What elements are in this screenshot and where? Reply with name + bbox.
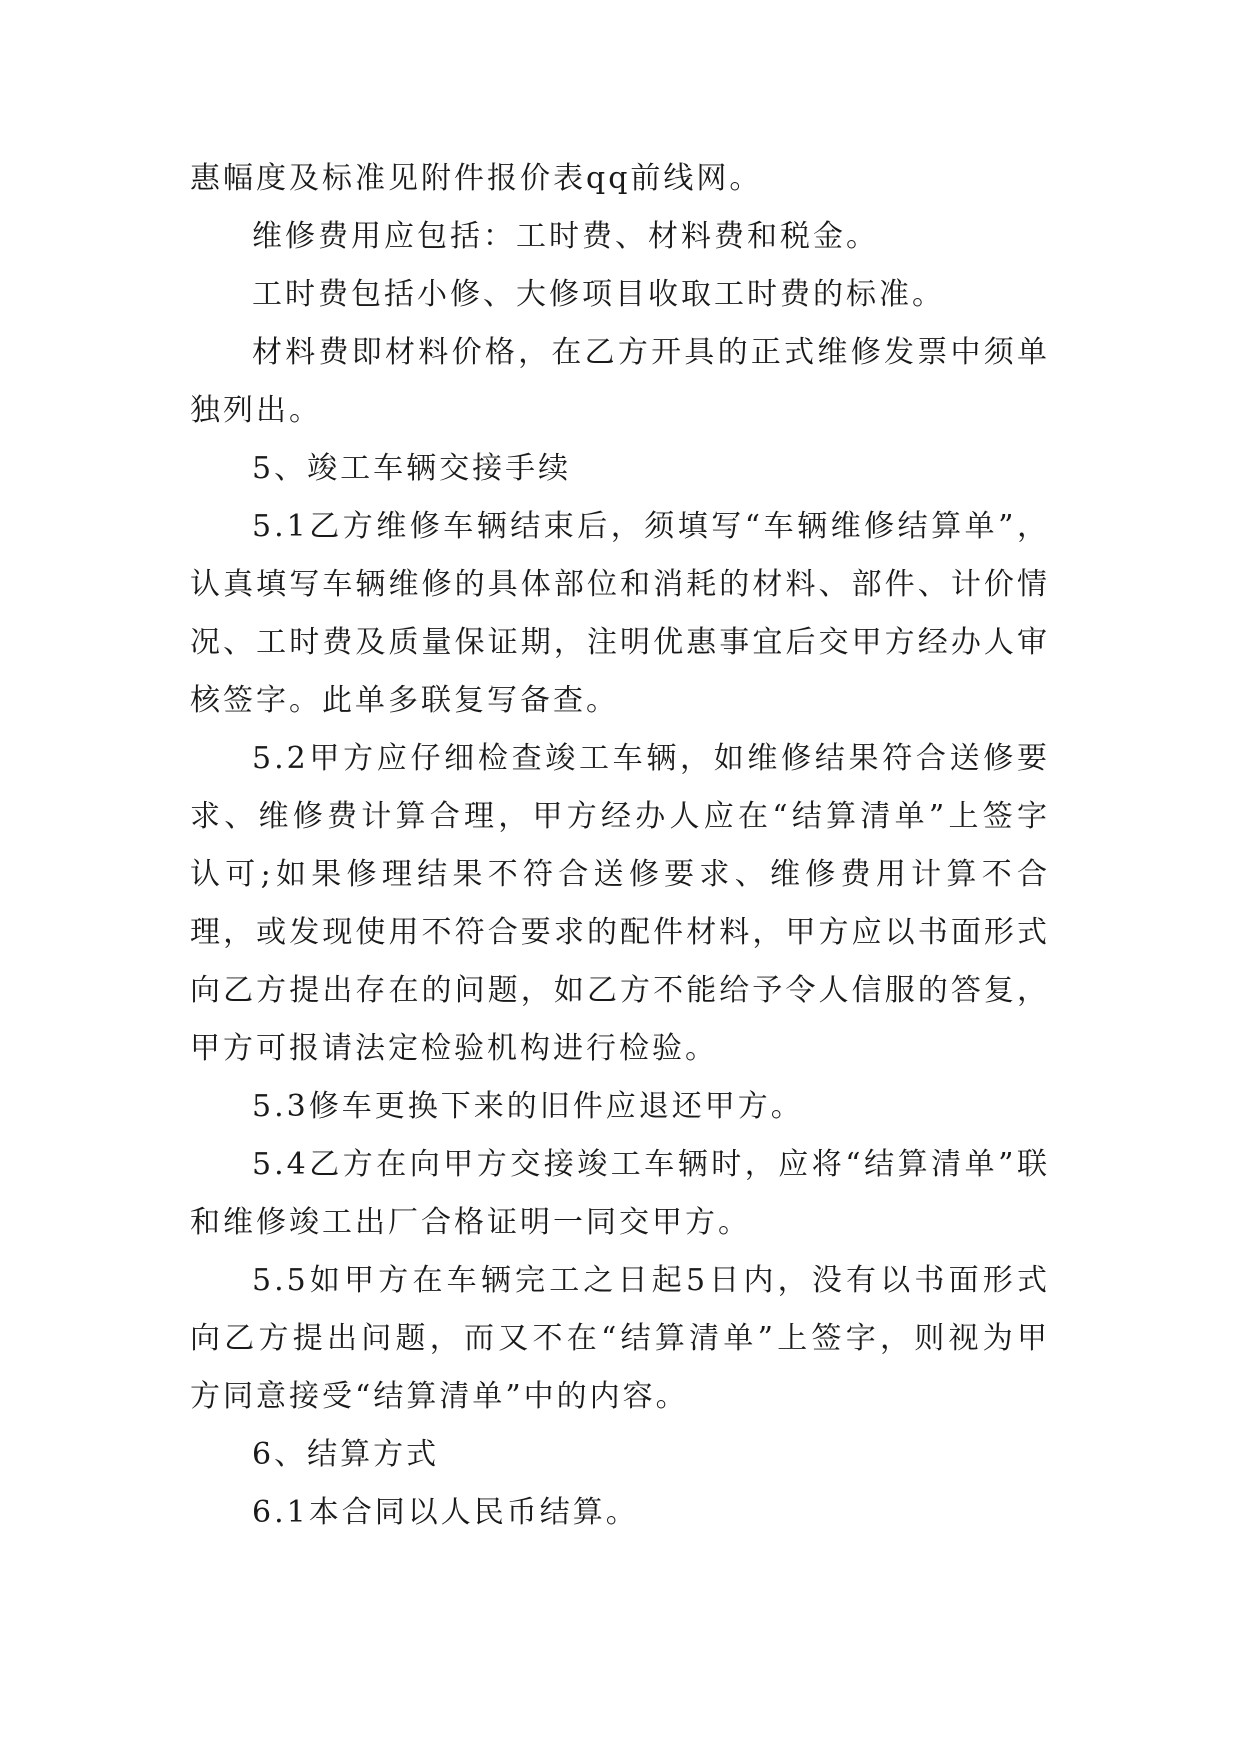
clause-5-5: 5.5如甲方在车辆完工之日起5日内，没有以书面形式向乙方提出问题，而又不在“结算清单”上签字，则视为甲方同意接受“结算清单”中的内容。 xyxy=(190,1263,1050,1414)
clause-5-1: 5.1乙方维修车辆结束后，须填写“车辆维修结算单”，认真填写车辆维修的具体部位和消耗的材料、部件、计价情况、工时费及质量保证期，注明优惠事宜后交甲方经办人审核签字。此单多联复写备查。 xyxy=(190,509,1050,718)
clause-5-2: 5.2甲方应仔细检查竣工车辆，如维修结果符合送修要求、维修费计算合理，甲方经办人应在“结算清单”上签字认可;如果修理结果不符合送修要求、维修费用计算不合理，或发现使用不符合要求的配件材料，甲方应以书面形式向乙方提出存在的问题，如乙方不能给予令人信服的答复，甲方可报请法定检验机构进行检验。 xyxy=(190,741,1050,1066)
paragraph-discount-continued: 惠幅度及标准见附件报价表qq前线网。 xyxy=(190,161,763,196)
clause-5-3: 5.3修车更换下来的旧件应退还甲方。 xyxy=(252,1089,804,1124)
clause-5-4: 5.4乙方在向甲方交接竣工车辆时，应将“结算清单”联和维修竣工出厂合格证明一同交甲方。 xyxy=(190,1147,1050,1240)
document-body xyxy=(190,150,1050,1542)
clause-6-1: 6.1本合同以人民币结算。 xyxy=(252,1495,639,1530)
section-heading-settlement: 6、结算方式 xyxy=(252,1437,440,1472)
section-heading-handover: 5、竣工车辆交接手续 xyxy=(252,451,572,486)
paragraph-material-fees: 材料费即材料价格，在乙方开具的正式维修发票中须单独列出。 xyxy=(190,335,1050,428)
paragraph-labor-fees: 工时费包括小修、大修项目收取工时费的标准。 xyxy=(252,277,945,312)
paragraph-repair-fees: 维修费用应包括：工时费、材料费和税金。 xyxy=(252,219,879,254)
